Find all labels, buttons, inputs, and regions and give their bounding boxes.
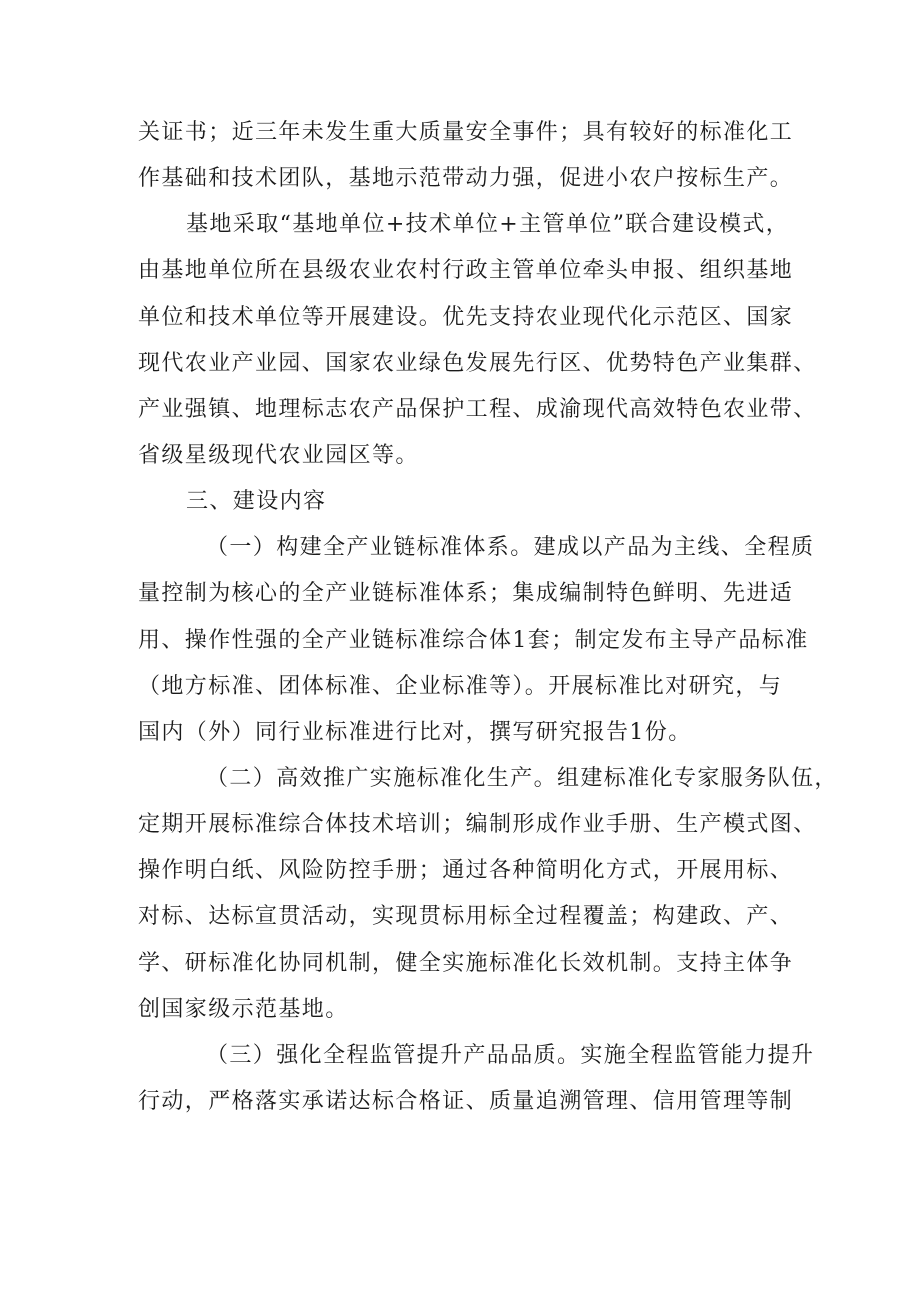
text-line: 国内（外）同行业标准进行比对，撰写研究报告1份。 [138,720,692,745]
text-line: 单位和技术单位等开展建设。优先支持农业现代化示范区、国家 [138,305,794,330]
text-line: 操作明白纸、风险防控手册；通过各种简明化方式，开展用标、 [138,858,794,883]
text-line: 省级星级现代农业园区等。 [138,443,419,468]
text-line: 对标、达标宣贯活动，实现贯标用标全过程覆盖；构建政、产、 [138,904,794,929]
text-line: 产业强镇、地理标志农产品保护工程、成渝现代高效特色农业带、 [138,397,817,422]
text-line: 现代农业产业园、国家农业绿色发展先行区、优势特色产业集群、 [138,351,817,376]
paragraph-start-line: 基地采取“基地单位+技术单位+主管单位”联合建设模式， [186,212,790,237]
paragraph-start-line: （三）强化全程监管提升产品品质。实施全程监管能力提升 [206,1043,815,1068]
paragraph-start-line: （二）高效推广实施标准化生产。组建标准化专家服务队伍， [206,766,838,791]
text-line: 作基础和技术团队，基地示范带动力强，促进小农户按标生产。 [138,166,794,191]
text-line: 行动，严格落实承诺达标合格证、质量追溯管理、信用管理等制 [138,1089,794,1114]
text-line: 用、操作性强的全产业链标准综合体1套；制定发布主导产品标准 [138,628,809,653]
text-line: 定期开展标准综合体技术培训；编制形成作业手册、生产模式图、 [138,812,817,837]
text-line: 关证书；近三年未发生重大质量安全事件；具有较好的标准化工 [138,120,794,145]
text-line: 量控制为核心的全产业链标准体系；集成编制特色鲜明、先进适 [138,581,794,606]
text-line: 创国家级示范基地。 [138,997,349,1022]
paragraph-start-line: （一）构建全产业链标准体系。建成以产品为主线、全程质 [206,535,815,560]
text-line: 学、研标准化协同机制，健全实施标准化长效机制。支持主体争 [138,951,794,976]
text-line: （地方标准、团体标准、企业标准等）。开展标准比对研究，与 [138,674,783,699]
section-heading: 三、建设内容 [186,489,327,514]
text-line: 由基地单位所在县级农业农村行政主管单位牵头申报、组织基地 [138,258,794,283]
